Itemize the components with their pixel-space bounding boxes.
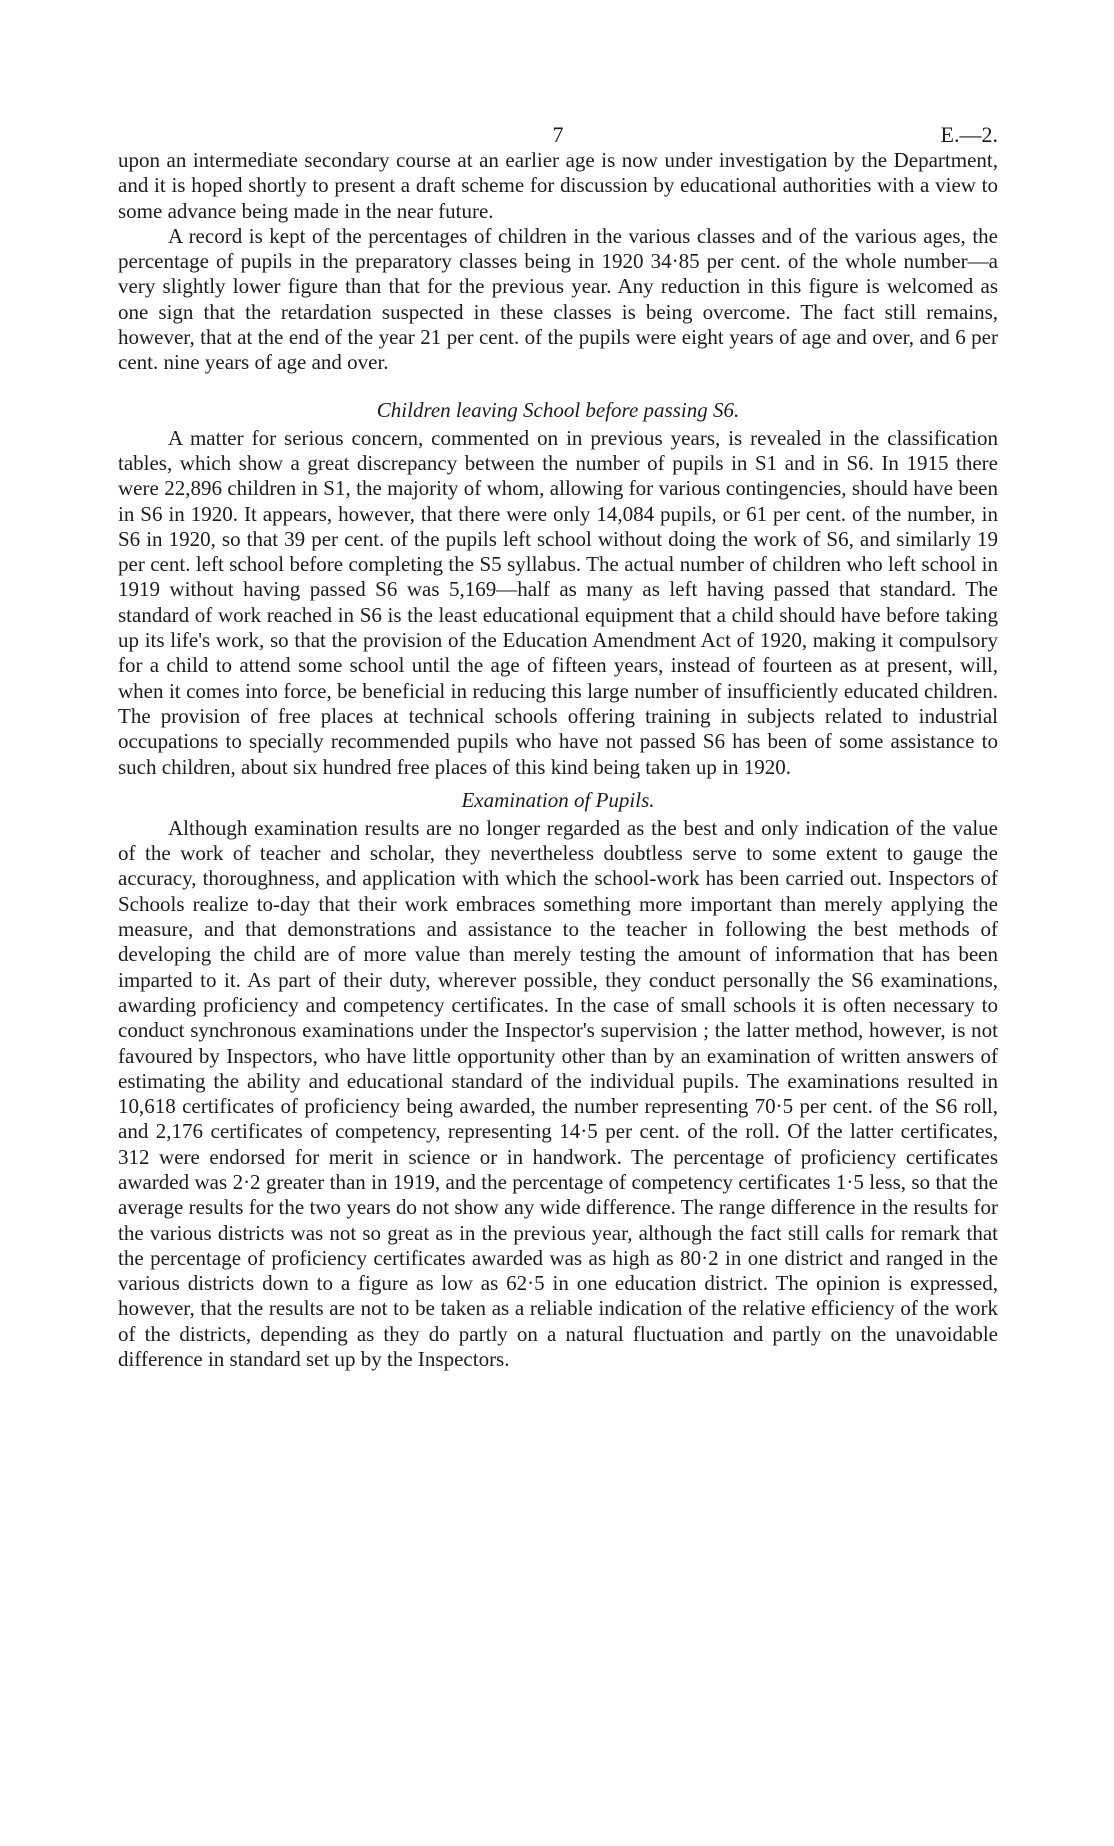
section-heading-children-leaving: Children leaving School before passing S6. xyxy=(376,397,740,422)
paragraph-children-leaving: A matter for serious concern, commented on in previous years, is revealed in the classification tables, which show a great discrepancy between the number of pupils in S1 and in S6. In 1915 there were 22,896 children in S1, the majority of whom, allowing for various contingencies, should have been in S6 in 1920. It appears, however, that there were only 14,084 pupils, or 61 per cent. of the number, in S6 in 1920, so that 39 per cent. of the pupils left school without doing the work of S6, and similarly 19 per cent. left school before completing the S5 syllabus. The actual number of children who left school in 1919 without having passed S6 was 5,169—half as many as left having passed that standard. The standard of work reached in S6 is the least educational equipment that a child should have before taking up its life's work, so that the provision of the Education Amendment Act of 1920, making it compulsory for a child to attend some school until the age of fifteen years, instead of fourteen as at present, will, when it comes into force, be beneficial in reducing this large number of insufficiently educated children. The provision of free places at technical schools offering training in subjects related to industrial occupations to specially recommended pupils who have not passed S6 has been of some assistance to such children, about six hundred free places of this kind being taken up in 1920. xyxy=(118,425,998,779)
page-header xyxy=(118,108,998,148)
paragraph-percentages: A record is kept of the percentages of children in the various classes and of the various ages, the percentage of pupils in the preparatory classes being in 1920 34·85 per cent. of the whole number—a very slightly lower figure than that for the previous year. Any reduction in this figure is welcomed as one sign that the retardation suspected in these classes is being overcome. The fact still remains, however, that at the end of the year 21 per cent. of the pupils were eight years of age and over, and 6 per cent. nine years of age and over. xyxy=(118,223,998,375)
section-heading-examination: Examination of Pupils. xyxy=(461,787,655,812)
page-number: 7 xyxy=(552,122,564,147)
document-page xyxy=(118,108,998,1372)
paragraph-examination: Although examination results are no longer regarded as the best and only indication of the value of the work of teacher and scholar, they nevertheless doubtless serve to some extent to gauge the accuracy, thoroughness, and application with which the school-work has been carried out. Inspectors of Schools realize to-day that their work embraces something more important than merely applying the measure, and that demonstrations and assistance to the teacher in following the best methods of developing the child are of more value than merely testing the amount of information that has been imparted to it. As part of their duty, wherever possible, they conduct personally the S6 examinations, awarding proficiency and competency certificates. In the case of small schools it is often necessary to conduct synchronous examinations under the Inspector's supervision ; the latter method, however, is not favoured by Inspectors, who have little opportunity other than by an examination of written answers of estimating the ability and educational standard of the individual pupils. The examinations resulted in 10,618 certificates of proficiency being awarded, the number representing 70·5 per cent. of the S6 roll, and 2,176 certificates of competency, representing 14·5 per cent. of the roll. Of the latter certificates, 312 were endorsed for merit in science or in handwork. The percentage of proficiency certificates awarded was 2·2 greater than in 1919, and the percentage of competency certificates 1·5 less, so that the average results for the two years do not show any wide difference. The range difference in the results for the various districts was not so great as in the previous year, although the fact still calls for remark that the percentage of proficiency certificates awarded was as high as 80·2 in one district and ranged in the various districts down to a figure as low as 62·5 in one education district. The opinion is expressed, however, that the results are not to be taken as a reliable indication of the relative efficiency of the work of the districts, depending as they do partly on a natural fluctuation and partly on the unavoidable difference in standard set up by the Inspectors. xyxy=(118,815,998,1372)
document-code: E.—2. xyxy=(940,122,998,147)
paragraph-continuation: upon an intermediate secondary course at an earlier age is now under investigation by the Department, and it is hoped shortly to present a draft scheme for discussion by educational authorities with a view to some advance being made in the near future. xyxy=(118,148,998,223)
